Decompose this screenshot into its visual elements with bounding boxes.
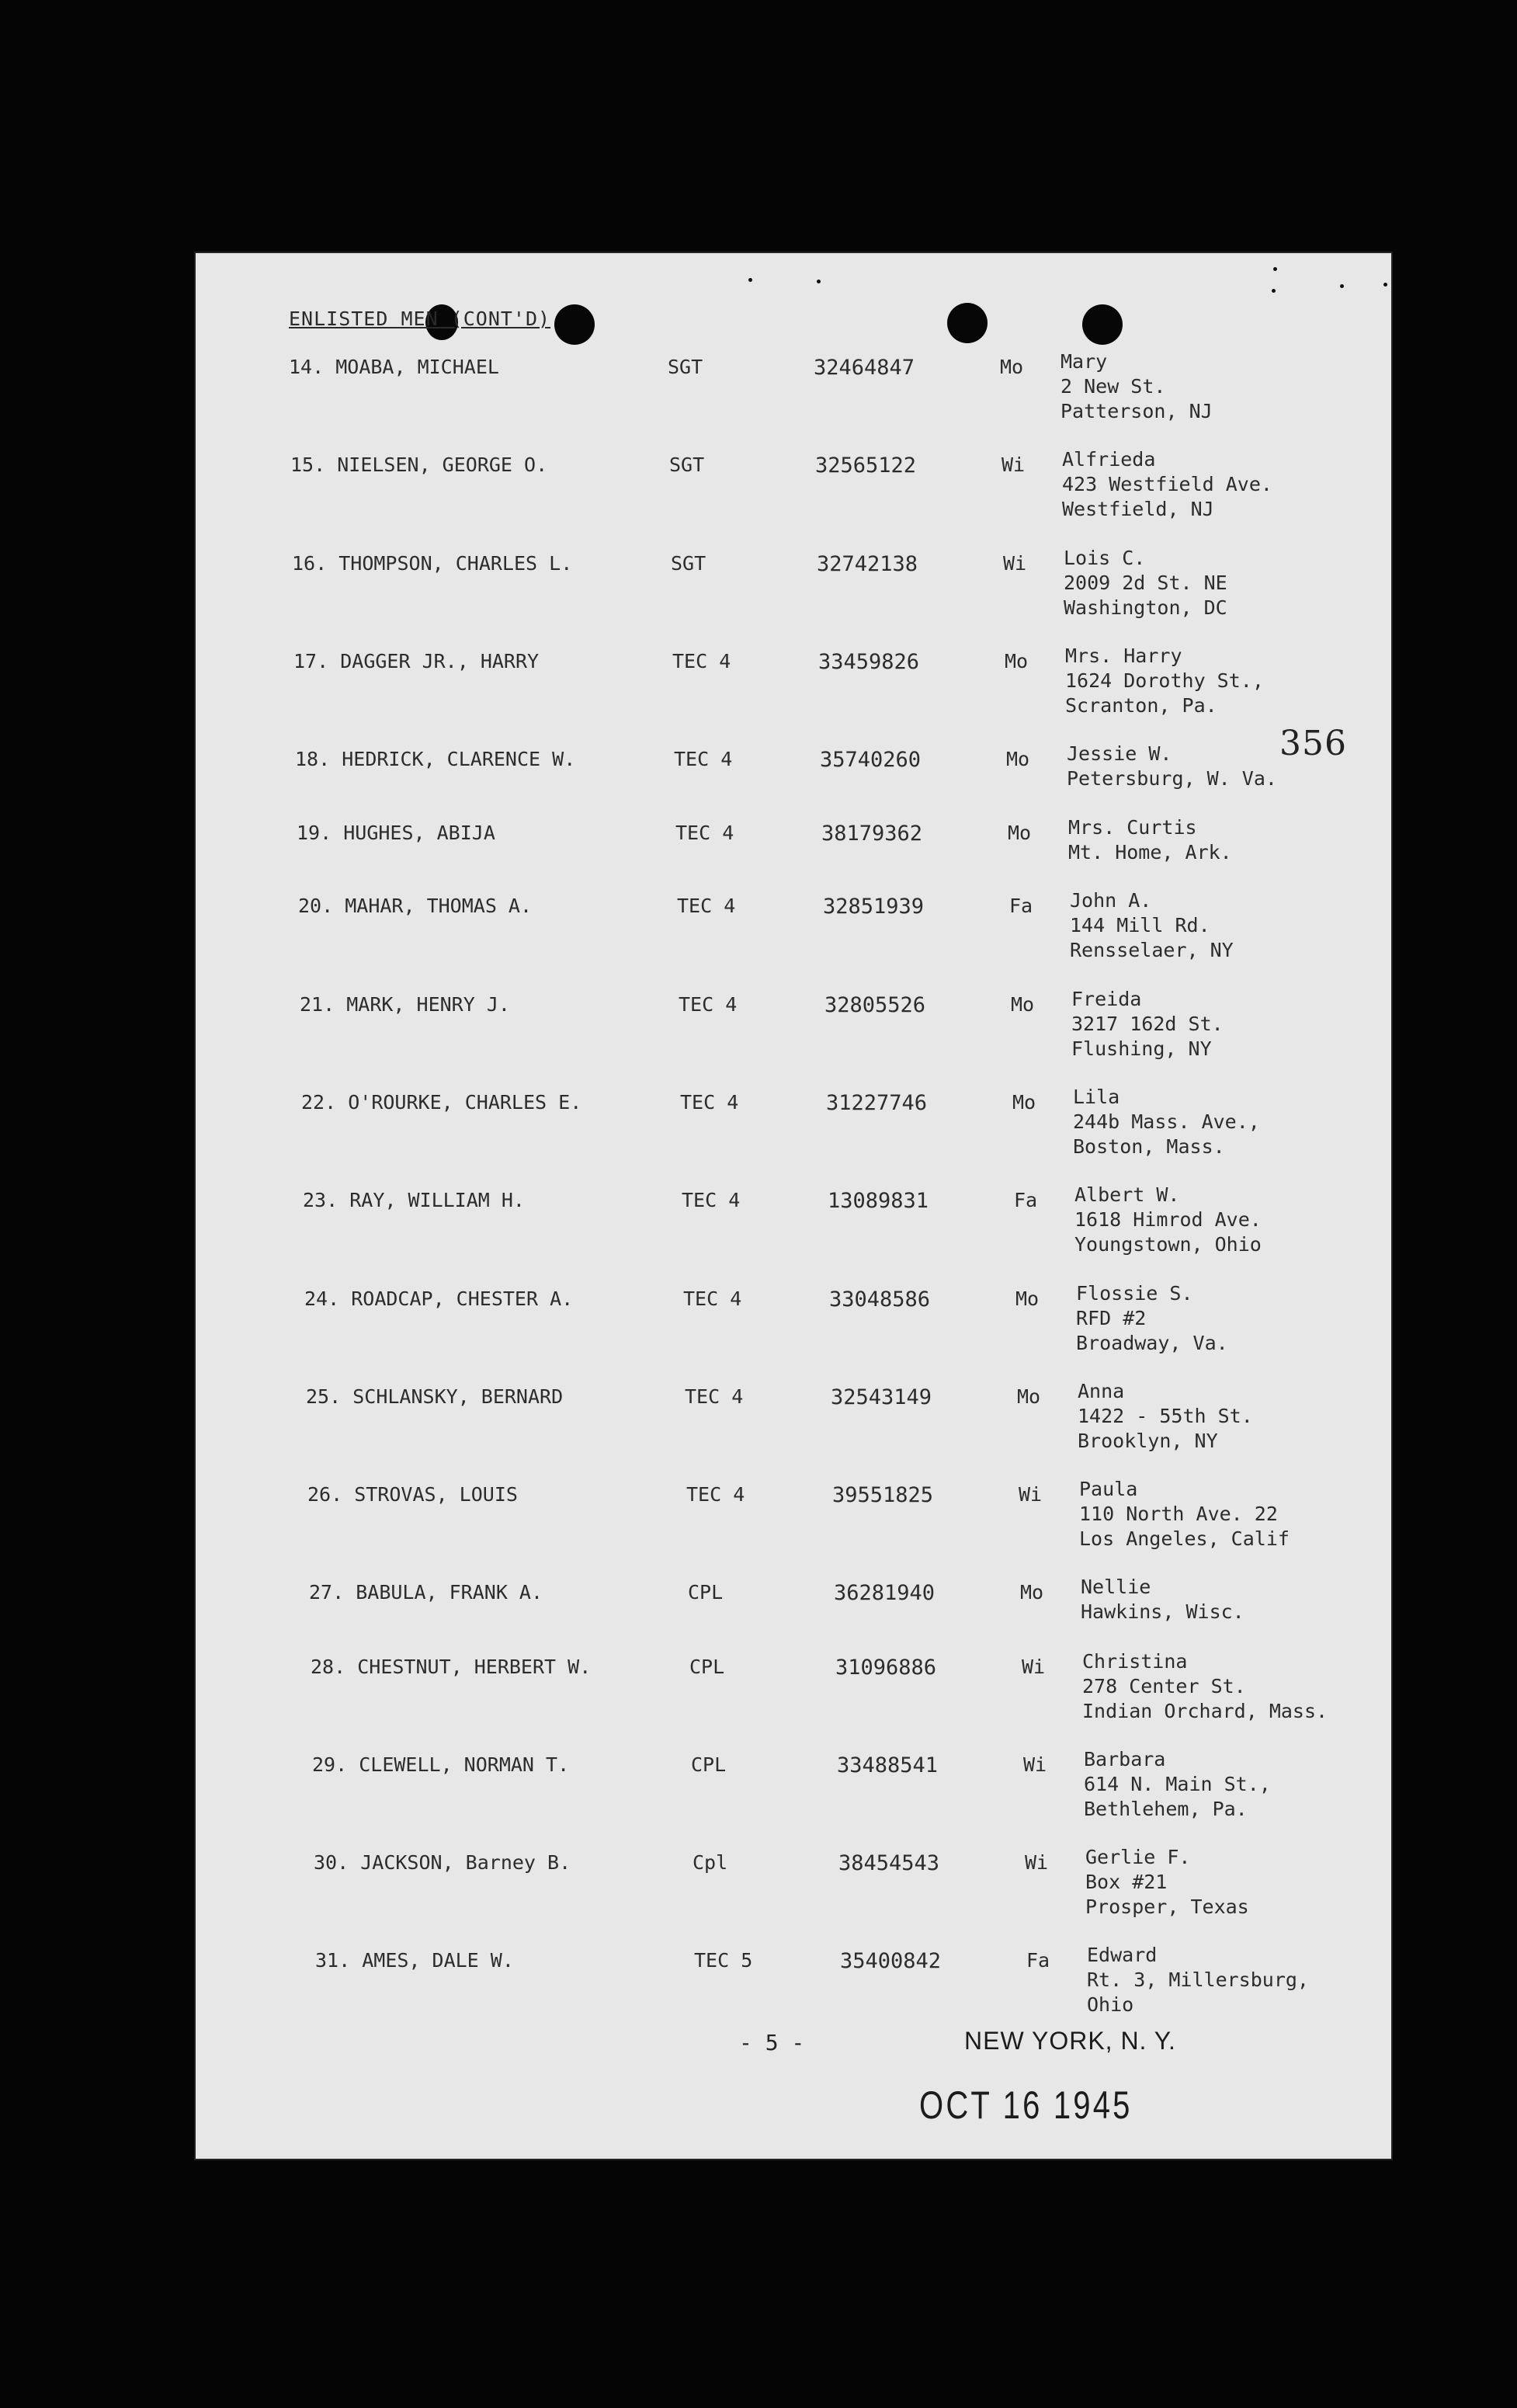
serial-number: 33048586 xyxy=(829,1287,931,1312)
row-number: 27. xyxy=(309,1581,345,1604)
serial-number: 32565122 xyxy=(815,453,917,478)
serial-number: 38179362 xyxy=(821,822,923,846)
serial-number: 32543149 xyxy=(831,1385,932,1409)
next-of-kin-address xyxy=(1068,815,1232,865)
next-of-kin-address xyxy=(1073,1085,1260,1159)
city-stamp: NEW YORK, N. Y. xyxy=(964,2027,1176,2055)
address-line: Christina xyxy=(1082,1650,1188,1673)
row-number: 28. xyxy=(311,1656,346,1678)
address-line: Edward xyxy=(1087,1944,1158,1966)
row-number: 23. xyxy=(303,1189,338,1211)
relationship: Wi xyxy=(1019,1483,1043,1506)
row-number: 21. xyxy=(300,993,335,1016)
next-of-kin-address xyxy=(1079,1477,1290,1551)
address-line: 244b Mass. Ave., xyxy=(1073,1110,1260,1133)
rank: TEC 4 xyxy=(674,748,733,770)
address-line: Westfield, NJ xyxy=(1062,498,1214,520)
next-of-kin-address xyxy=(1070,888,1234,963)
relationship: Wi xyxy=(1003,552,1027,575)
soldier-name xyxy=(298,895,532,917)
address-line: Mrs. Curtis xyxy=(1068,816,1197,839)
address-line: Ohio xyxy=(1087,1993,1134,2016)
rank: TEC 4 xyxy=(679,993,738,1016)
row-number: 31. xyxy=(315,1949,351,1972)
address-line: Los Angeles, Calif xyxy=(1079,1527,1290,1550)
serial-number: 33488541 xyxy=(837,1753,939,1777)
serial-number: 32851939 xyxy=(823,895,925,919)
row-number: 18. xyxy=(295,748,331,770)
punch-hole xyxy=(947,303,988,343)
next-of-kin-address xyxy=(1078,1379,1253,1454)
rank: SGT xyxy=(669,453,705,476)
address-line: Flossie S. xyxy=(1076,1282,1193,1305)
soldier-name-text: THOMPSON, CHARLES L. xyxy=(338,552,573,575)
soldier-name-text: SCHLANSKY, BERNARD xyxy=(352,1385,564,1408)
soldier-name-text: NIELSEN, GEORGE O. xyxy=(337,453,548,476)
row-number: 15. xyxy=(290,453,326,476)
next-of-kin-address xyxy=(1076,1281,1228,1356)
rank: TEC 5 xyxy=(694,1949,753,1972)
serial-number: 32805526 xyxy=(824,993,926,1017)
serial-number: 31227746 xyxy=(826,1091,928,1115)
soldier-name-text: CHESTNUT, HERBERT W. xyxy=(357,1656,592,1678)
serial-number: 39551825 xyxy=(832,1483,934,1507)
address-line: Bethlehem, Pa. xyxy=(1084,1798,1248,1820)
rank: TEC 4 xyxy=(686,1483,745,1506)
relationship: Mo xyxy=(1006,748,1030,770)
soldier-name-text: JACKSON, Barney B. xyxy=(360,1851,571,1874)
address-line: 3217 162d St. xyxy=(1071,1013,1224,1035)
soldier-name xyxy=(290,453,547,476)
serial-number: 38454543 xyxy=(838,1851,940,1875)
soldier-name-text: MARK, HENRY J. xyxy=(346,993,510,1016)
row-number: 17. xyxy=(293,650,329,672)
next-of-kin-address xyxy=(1067,742,1277,791)
next-of-kin-address xyxy=(1064,546,1227,620)
row-number: 25. xyxy=(306,1385,342,1408)
soldier-name-text: MAHAR, THOMAS A. xyxy=(345,895,533,917)
section-header: ENLISTED MEN (CONT'D) xyxy=(289,308,551,330)
punch-hole xyxy=(554,304,595,345)
address-line: 2 New St. xyxy=(1061,375,1166,398)
serial-number: 32742138 xyxy=(817,552,918,576)
soldier-name xyxy=(303,1189,525,1211)
address-line: 110 North Ave. 22 xyxy=(1079,1503,1278,1525)
next-of-kin-address xyxy=(1062,447,1272,522)
row-number: 30. xyxy=(314,1851,349,1874)
row-number: 14. xyxy=(289,356,325,378)
relationship: Mo xyxy=(1012,1091,1036,1114)
relationship: Wi xyxy=(1023,1753,1047,1776)
rank: CPL xyxy=(688,1581,724,1604)
relationship: Fa xyxy=(1026,1949,1050,1972)
serial-number: 36281940 xyxy=(834,1581,936,1605)
address-line: Lila xyxy=(1073,1086,1120,1108)
next-of-kin-address xyxy=(1074,1183,1262,1257)
soldier-name-text: ROADCAP, CHESTER A. xyxy=(351,1287,574,1310)
soldier-name-text: CLEWELL, NORMAN T. xyxy=(359,1753,570,1776)
row-number: 20. xyxy=(298,895,334,917)
rank: TEC 4 xyxy=(675,822,734,844)
soldier-name-text: O'ROURKE, CHARLES E. xyxy=(348,1091,582,1114)
rank: TEC 4 xyxy=(677,895,736,917)
rank: TEC 4 xyxy=(680,1091,739,1114)
address-line: Anna xyxy=(1078,1380,1125,1402)
soldier-name xyxy=(289,356,499,378)
address-line: Petersburg, W. Va. xyxy=(1067,767,1277,790)
rank: TEC 4 xyxy=(682,1189,741,1211)
soldier-name-text: HUGHES, ABIJA xyxy=(343,822,495,844)
next-of-kin-address xyxy=(1087,1943,1309,2017)
soldier-name xyxy=(309,1581,543,1604)
serial-number: 31096886 xyxy=(835,1656,937,1680)
address-line: Gerlie F. xyxy=(1085,1846,1191,1868)
soldier-name xyxy=(306,1385,563,1408)
soldier-name xyxy=(311,1656,591,1678)
address-line: 1624 Dorothy St., xyxy=(1065,669,1264,692)
rank: SGT xyxy=(668,356,703,378)
address-line: Mary xyxy=(1061,350,1108,373)
address-line: Mrs. Harry xyxy=(1065,645,1182,667)
next-of-kin-address xyxy=(1081,1575,1244,1624)
address-line: 423 Westfield Ave. xyxy=(1062,473,1272,495)
address-line: Paula xyxy=(1079,1478,1138,1500)
relationship: Mo xyxy=(1017,1385,1041,1408)
address-line: Flushing, NY xyxy=(1071,1037,1212,1060)
soldier-name xyxy=(314,1851,571,1874)
relationship: Fa xyxy=(1014,1189,1038,1211)
soldier-name xyxy=(300,993,510,1016)
soldier-name-text: STROVAS, LOUIS xyxy=(354,1483,518,1506)
address-line: Broadway, Va. xyxy=(1076,1332,1228,1354)
address-line: Mt. Home, Ark. xyxy=(1068,841,1232,863)
row-number: 19. xyxy=(297,822,332,844)
row-number: 16. xyxy=(292,552,328,575)
row-number: 26. xyxy=(307,1483,343,1506)
address-line: Indian Orchard, Mass. xyxy=(1082,1700,1328,1722)
address-line: Jessie W. xyxy=(1067,742,1172,765)
relationship: Mo xyxy=(1020,1581,1044,1604)
next-of-kin-address xyxy=(1085,1845,1249,1920)
soldier-name-text: BABULA, FRANK A. xyxy=(356,1581,543,1604)
relationship: Mo xyxy=(1005,650,1029,672)
address-line: Brooklyn, NY xyxy=(1078,1430,1218,1452)
address-line: 278 Center St. xyxy=(1082,1675,1246,1697)
address-line: Rensselaer, NY xyxy=(1070,939,1234,961)
address-line: 2009 2d St. NE xyxy=(1064,572,1227,594)
next-of-kin-address xyxy=(1065,644,1264,718)
address-line: RFD #2 xyxy=(1076,1307,1147,1329)
serial-number: 35400842 xyxy=(840,1949,942,1973)
serial-number: 35740260 xyxy=(820,748,922,772)
date-stamp: OCT 16 1945 xyxy=(919,2083,1133,2127)
soldier-name-text: HEDRICK, CLARENCE W. xyxy=(342,748,576,770)
soldier-name xyxy=(295,748,575,770)
address-line: John A. xyxy=(1070,889,1152,912)
rank: TEC 4 xyxy=(685,1385,744,1408)
address-line: Rt. 3, Millersburg, xyxy=(1087,1968,1309,1991)
next-of-kin-address xyxy=(1071,987,1224,1062)
relationship: Fa xyxy=(1009,895,1033,917)
row-number: 29. xyxy=(312,1753,348,1776)
soldier-name-text: AMES, DALE W. xyxy=(362,1949,514,1972)
rank: TEC 4 xyxy=(683,1287,742,1310)
relationship: Mo xyxy=(1015,1287,1040,1310)
next-of-kin-address xyxy=(1061,349,1213,424)
address-line: Alfrieda xyxy=(1062,448,1156,471)
relationship: Mo xyxy=(1008,822,1032,844)
row-number: 22. xyxy=(301,1091,337,1114)
rank: CPL xyxy=(691,1753,727,1776)
soldier-name xyxy=(292,552,572,575)
address-line: 1422 - 55th St. xyxy=(1078,1405,1253,1427)
soldier-name xyxy=(307,1483,518,1506)
handwritten-number: 356 xyxy=(1279,724,1347,763)
address-line: 614 N. Main St., xyxy=(1084,1773,1271,1795)
serial-number: 32464847 xyxy=(814,356,915,380)
row-number: 24. xyxy=(304,1287,340,1310)
address-line: Washington, DC xyxy=(1064,596,1227,619)
address-line: Nellie xyxy=(1081,1576,1151,1598)
soldier-name xyxy=(301,1091,581,1114)
soldier-name xyxy=(293,650,539,672)
next-of-kin-address xyxy=(1082,1649,1328,1724)
relationship: Wi xyxy=(1022,1656,1046,1678)
soldier-name xyxy=(315,1949,514,1972)
next-of-kin-address xyxy=(1084,1747,1271,1822)
address-line: Youngstown, Ohio xyxy=(1074,1233,1262,1256)
serial-number: 13089831 xyxy=(828,1189,929,1213)
address-line: Boston, Mass. xyxy=(1073,1135,1225,1158)
soldier-name xyxy=(312,1753,569,1776)
soldier-name xyxy=(304,1287,573,1310)
address-line: Prosper, Texas xyxy=(1085,1895,1249,1918)
relationship: Wi xyxy=(1001,453,1026,476)
soldier-name-text: MOABA, MICHAEL xyxy=(335,356,499,378)
address-line: Scranton, Pa. xyxy=(1065,694,1217,717)
address-line: Barbara xyxy=(1084,1748,1166,1770)
relationship: Mo xyxy=(1011,993,1035,1016)
rank: CPL xyxy=(689,1656,725,1678)
relationship: Wi xyxy=(1025,1851,1049,1874)
rank: TEC 4 xyxy=(672,650,731,672)
address-line: Patterson, NJ xyxy=(1061,400,1213,422)
soldier-name xyxy=(297,822,495,844)
relationship: Mo xyxy=(1000,356,1024,378)
soldier-name-text: DAGGER JR., HARRY xyxy=(340,650,540,672)
address-line: Freida xyxy=(1071,988,1142,1010)
address-line: Lois C. xyxy=(1064,547,1146,569)
address-line: Hawkins, Wisc. xyxy=(1081,1600,1244,1623)
soldier-name-text: RAY, WILLIAM H. xyxy=(349,1189,525,1211)
rank: Cpl xyxy=(693,1851,728,1874)
address-line: Albert W. xyxy=(1074,1183,1180,1206)
address-line: 144 Mill Rd. xyxy=(1070,914,1210,936)
address-line: Box #21 xyxy=(1085,1871,1168,1893)
address-line: 1618 Himrod Ave. xyxy=(1074,1208,1262,1231)
serial-number: 33459826 xyxy=(818,650,920,674)
punch-hole xyxy=(1082,304,1123,345)
rank: SGT xyxy=(671,552,706,575)
page-number: - 5 - xyxy=(739,2030,805,2055)
